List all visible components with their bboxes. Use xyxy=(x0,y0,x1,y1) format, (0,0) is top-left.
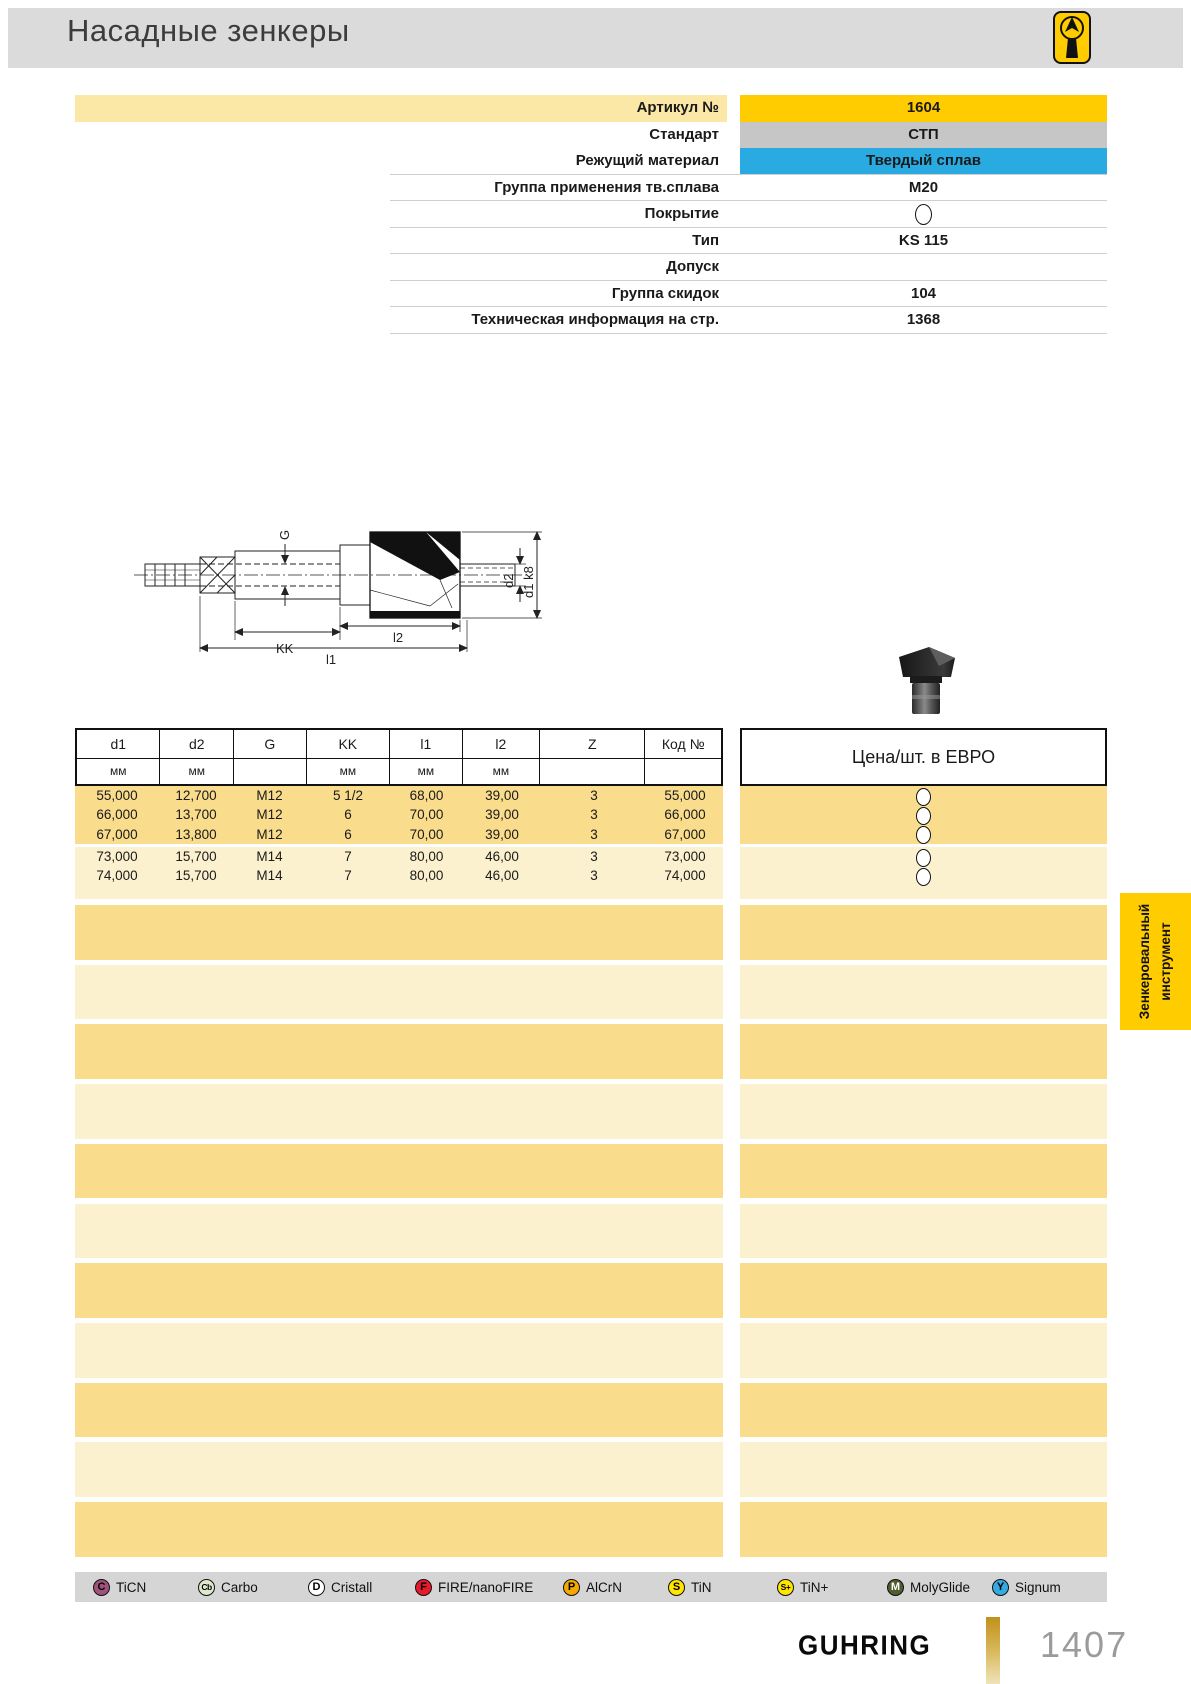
coating-badge-m: M xyxy=(887,1579,904,1596)
empty-band xyxy=(75,1024,723,1079)
price-rows-group-2 xyxy=(740,847,1107,899)
column-header: KK xyxy=(307,730,390,758)
table-cell: 7 xyxy=(344,868,352,884)
spec-label: Артикул № xyxy=(75,95,727,122)
legend-label: AlCrN xyxy=(586,1579,622,1595)
table-cell: 68,00 xyxy=(409,788,444,803)
legend-item xyxy=(308,1578,372,1596)
empty-band xyxy=(75,1144,723,1199)
table-row xyxy=(75,805,723,824)
spec-value: Твердый сплав xyxy=(740,148,1107,175)
table-cell: 46,00 xyxy=(485,868,519,884)
coating-badge-d: D xyxy=(308,1579,325,1596)
sidebar-tab-line1: Зенкеровальный xyxy=(1137,903,1153,1020)
spec-value: 104 xyxy=(910,284,937,302)
legend-label: FIRE/nanoFIRE xyxy=(438,1579,534,1595)
empty-band xyxy=(75,1323,723,1378)
coating-badge-c: C xyxy=(93,1579,110,1596)
legend-item xyxy=(93,1578,146,1596)
spec-value: M20 xyxy=(908,178,939,196)
empty-band xyxy=(740,1502,1107,1557)
column-header-row xyxy=(77,730,721,759)
coating-circle-icon xyxy=(916,807,931,825)
table-cell: 67,000 xyxy=(664,826,706,842)
table-cell: 3 xyxy=(590,788,598,803)
legend-label: MolyGlide xyxy=(910,1579,971,1595)
spec-row xyxy=(75,95,1107,122)
unit-cell: мм xyxy=(77,759,160,784)
empty-band xyxy=(75,1084,723,1139)
column-header: d1 xyxy=(77,730,160,758)
column-header: l1 xyxy=(390,730,463,758)
table-cell: 66,000 xyxy=(664,807,706,823)
empty-band xyxy=(740,905,1107,960)
dim-label-d1: d1 k8 xyxy=(521,566,536,598)
coating-legend-bar xyxy=(75,1572,1107,1602)
sidebar-tab-line2: инструмент xyxy=(1157,922,1173,1001)
spec-value: KS 115 xyxy=(898,231,949,249)
table-cell: M14 xyxy=(256,868,283,884)
empty-band xyxy=(75,1442,723,1497)
spec-gap xyxy=(727,148,740,175)
dim-label-d2: d2 xyxy=(501,573,516,588)
legend-label: TiCN xyxy=(116,1579,147,1595)
spec-value: 1368 xyxy=(906,311,941,328)
empty-band xyxy=(740,1084,1107,1139)
table-cell: 55,000 xyxy=(96,788,138,803)
coating-circle-icon xyxy=(916,826,931,844)
legend-label: Signum xyxy=(1015,1579,1061,1595)
table-cell: 6 xyxy=(344,826,352,842)
spec-row xyxy=(75,148,1107,175)
spec-label: Группа скидок xyxy=(611,284,719,302)
unit-cell: мм xyxy=(390,759,463,784)
legend-label: Carbo xyxy=(221,1579,258,1595)
table-row xyxy=(75,825,723,844)
column-header: d2 xyxy=(160,730,234,758)
empty-band xyxy=(740,1383,1107,1438)
price-row xyxy=(740,847,1107,866)
table-cell: 6 xyxy=(344,807,352,823)
table-cell: 15,700 xyxy=(175,868,217,884)
table-cell: 80,00 xyxy=(409,868,444,884)
spec-value: 1604 xyxy=(740,95,1107,122)
table-cell: 3 xyxy=(590,826,598,842)
table-cell: 13,700 xyxy=(175,807,217,823)
table-cell: M14 xyxy=(256,849,283,864)
empty-band xyxy=(75,905,723,960)
footer-gold-bar xyxy=(986,1617,1000,1684)
dim-label-l1: l1 xyxy=(326,652,337,667)
coating-badge-f: F xyxy=(415,1579,432,1596)
empty-band xyxy=(740,1263,1107,1318)
legend-label: TiN+ xyxy=(800,1579,829,1595)
spec-row xyxy=(75,254,1107,281)
spec-label: Техническая информация на стр. xyxy=(471,311,719,328)
table-cell: 5 1/2 xyxy=(332,788,364,803)
coating-circle-icon xyxy=(916,849,931,867)
table-cell: 73,000 xyxy=(664,849,706,864)
spec-gap xyxy=(727,281,740,308)
empty-band xyxy=(75,1383,723,1438)
table-cell: 80,00 xyxy=(409,849,444,864)
table-cell: 46,00 xyxy=(485,849,519,864)
empty-band xyxy=(740,965,1107,1020)
legend-item xyxy=(415,1578,533,1596)
spec-row xyxy=(75,201,1107,228)
dim-label-g: G xyxy=(277,529,292,540)
empty-band xyxy=(740,1442,1107,1497)
spec-gap xyxy=(727,175,740,202)
page-title: Насадные зенкеры xyxy=(67,13,350,48)
spec-row xyxy=(75,228,1107,255)
product-photo xyxy=(893,643,961,715)
empty-band xyxy=(740,1323,1107,1378)
table-cell: 3 xyxy=(590,849,598,864)
legend-label: Cristall xyxy=(331,1579,373,1595)
table-cell: M12 xyxy=(256,788,283,803)
table-cell: 13,800 xyxy=(175,826,217,842)
spec-label: Стандарт xyxy=(649,125,719,143)
unit-cell: мм xyxy=(463,759,541,784)
table-cell: 12,700 xyxy=(175,788,217,803)
price-row xyxy=(740,805,1107,824)
price-row xyxy=(740,825,1107,844)
coating-circle-icon xyxy=(916,788,931,806)
table-rows-group-2 xyxy=(75,847,723,899)
table-cell: 3 xyxy=(590,807,598,823)
table-cell: 39,00 xyxy=(485,807,519,823)
spec-label: Покрытие xyxy=(644,205,719,222)
price-row xyxy=(740,786,1107,805)
table-cell: 55,000 xyxy=(664,788,706,803)
spec-label: Режущий материал xyxy=(575,152,719,169)
table-cell: 67,000 xyxy=(96,826,138,842)
table-cell: 70,00 xyxy=(409,807,444,823)
empty-band xyxy=(740,1204,1107,1259)
spec-value xyxy=(740,201,1107,228)
coating-badge-s: S xyxy=(668,1579,685,1596)
unit-cell xyxy=(645,759,721,784)
table-cell: 39,00 xyxy=(485,788,519,803)
column-header: Z xyxy=(540,730,645,758)
table-row xyxy=(75,786,723,805)
spec-gap xyxy=(727,122,740,149)
spec-label: Группа применения тв.сплава xyxy=(494,178,719,196)
unit-row xyxy=(77,759,721,784)
table-cell: 7 xyxy=(344,849,352,864)
dimension-table-header xyxy=(75,728,723,786)
unit-cell xyxy=(234,759,307,784)
price-rows-group-1 xyxy=(740,786,1107,844)
column-header: G xyxy=(234,730,307,758)
price-column-header: Цена/шт. в ЕВРО xyxy=(740,728,1107,786)
table-rows-group-1 xyxy=(75,786,723,844)
page-number: 1407 xyxy=(1040,1624,1129,1665)
unit-cell xyxy=(540,759,645,784)
spec-table xyxy=(75,95,1107,334)
spec-value: СТП xyxy=(740,122,1107,149)
coating-badge-y: Y xyxy=(992,1579,1009,1596)
price-row xyxy=(740,866,1107,885)
dim-label-l2: l2 xyxy=(393,630,404,645)
spec-gap xyxy=(727,95,740,122)
legend-item xyxy=(887,1578,970,1596)
technical-drawing xyxy=(130,520,545,675)
table-cell: 74,000 xyxy=(96,868,138,884)
legend-item xyxy=(668,1578,712,1596)
spec-row xyxy=(75,122,1107,149)
spec-gap xyxy=(727,254,740,281)
spec-gap xyxy=(727,201,740,228)
spec-value xyxy=(740,254,1107,281)
empty-band xyxy=(740,1024,1107,1079)
dim-label-kk: KK xyxy=(276,641,294,656)
table-row xyxy=(75,847,723,866)
spec-label: Тип xyxy=(692,231,719,249)
legend-item xyxy=(563,1578,622,1596)
coating-badge-s+: S+ xyxy=(777,1579,794,1596)
table-cell: 73,000 xyxy=(96,849,138,864)
table-cell: 39,00 xyxy=(485,826,519,842)
spec-row xyxy=(75,307,1107,334)
empty-band xyxy=(75,1263,723,1318)
unit-cell: мм xyxy=(160,759,234,784)
legend-item xyxy=(777,1578,828,1596)
spec-gap xyxy=(727,228,740,255)
legend-item xyxy=(198,1578,258,1596)
empty-band xyxy=(740,1144,1107,1199)
column-header: Код № xyxy=(661,736,705,752)
coating-circle-icon xyxy=(916,868,931,886)
empty-band xyxy=(75,1204,723,1259)
table-cell: M12 xyxy=(256,807,283,823)
sidebar-tab-label xyxy=(1120,893,1191,1030)
spec-row xyxy=(75,281,1107,308)
legend-label: TiN xyxy=(691,1579,712,1595)
empty-band xyxy=(75,965,723,1020)
table-cell: M12 xyxy=(256,826,283,842)
legend-item xyxy=(992,1578,1061,1596)
table-cell: 66,000 xyxy=(96,807,138,823)
coating-badge-p: P xyxy=(563,1579,580,1596)
column-header: l2 xyxy=(463,730,541,758)
spec-label: Допуск xyxy=(666,258,719,275)
unit-cell: мм xyxy=(307,759,390,784)
table-row xyxy=(75,866,723,885)
table-cell: 3 xyxy=(590,868,598,884)
spec-row xyxy=(75,175,1107,202)
countersink-tool-icon xyxy=(1053,11,1091,64)
spec-gap xyxy=(727,307,740,334)
table-cell: 74,000 xyxy=(664,868,706,884)
brand-logo: GUHRING xyxy=(798,1629,932,1661)
empty-band xyxy=(75,1502,723,1557)
table-cell: 15,700 xyxy=(175,849,217,864)
coating-badge-cb: Cb xyxy=(198,1579,215,1596)
table-cell: 70,00 xyxy=(409,826,444,842)
coating-circle-icon xyxy=(915,204,932,225)
